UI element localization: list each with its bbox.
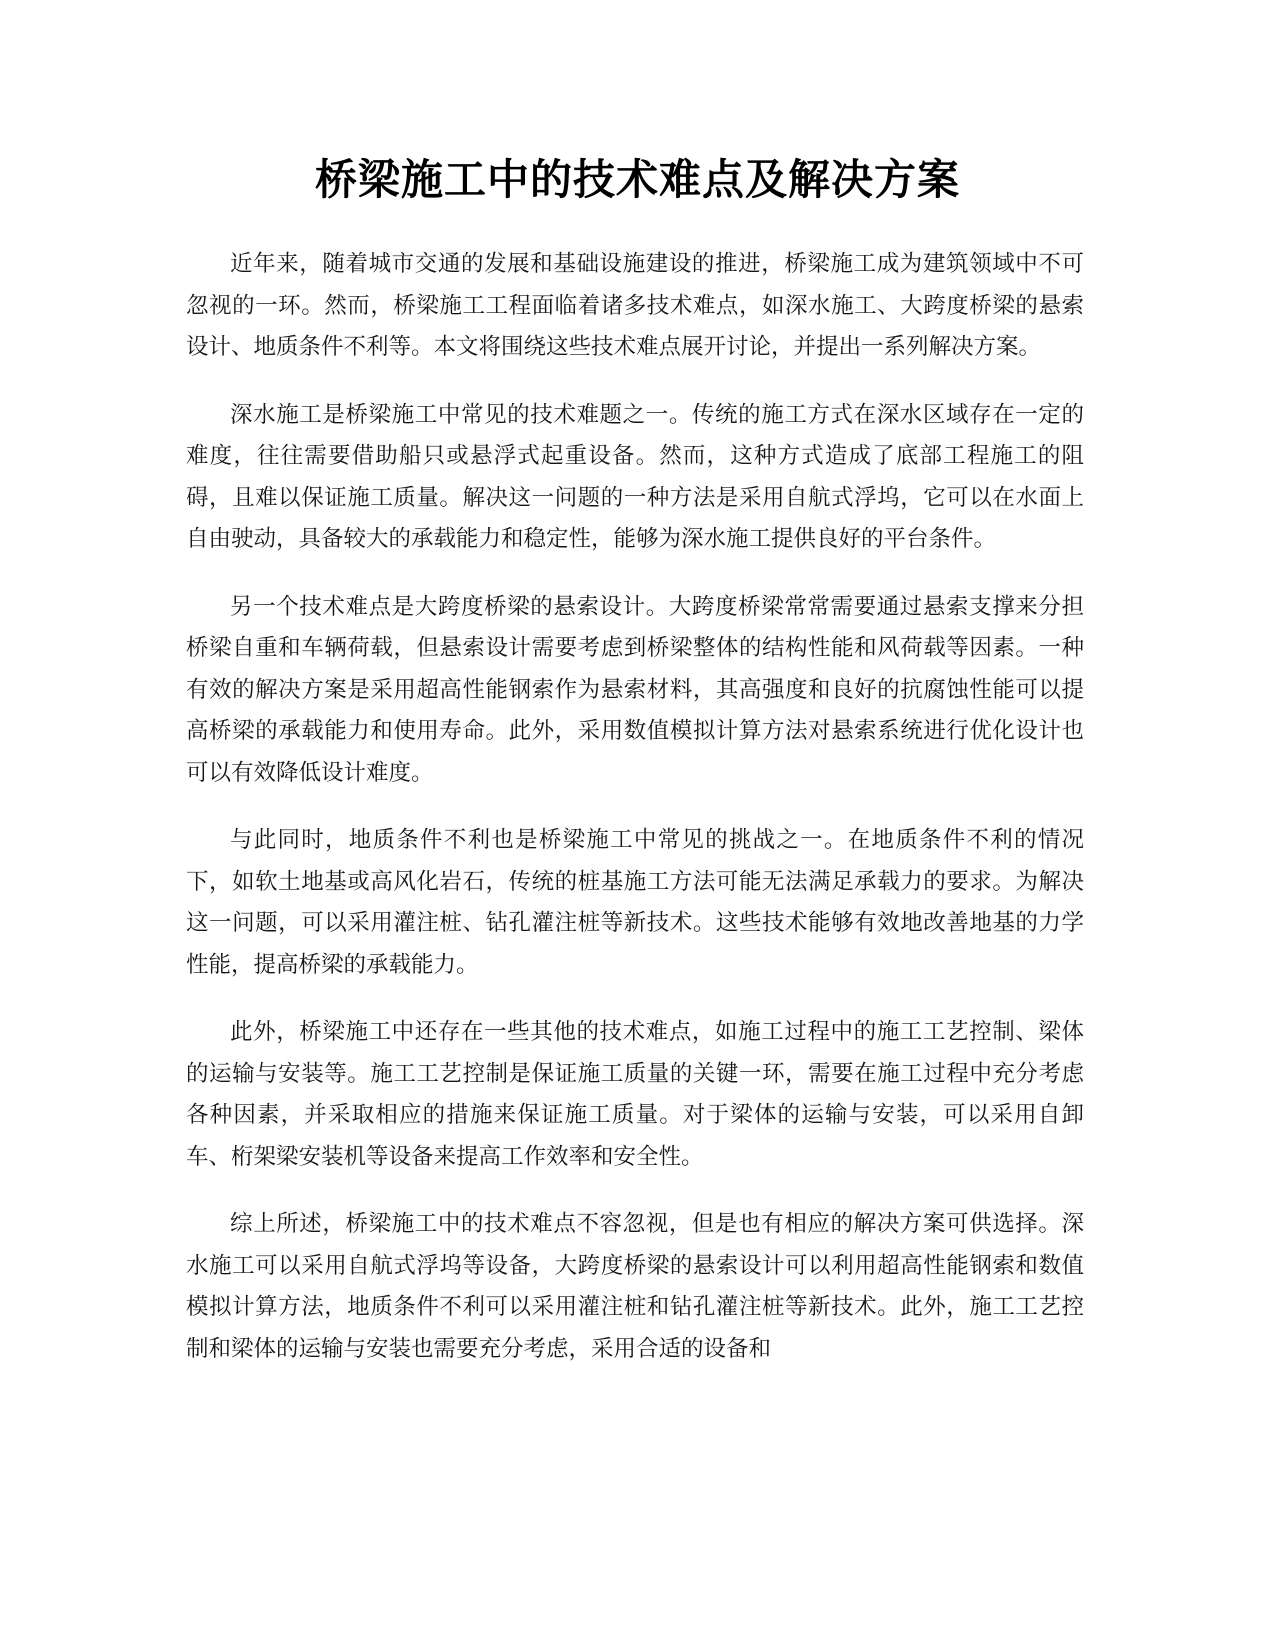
paragraph-geology: 与此同时，地质条件不利也是桥梁施工中常见的挑战之一。在地质条件不利的情况下，如软土地基或高风化岩石，传统的桩基施工方法可能无法满足承载力的要求。为解决这一问题，可以采用灌注桩、钻孔灌注桩等新技术。这些技术能够有效地改善地基的力学性能，提高桥梁的承载能力。 bbox=[186, 827, 1084, 978]
paragraph-suspension-design: 另一个技术难点是大跨度桥梁的悬索设计。大跨度桥梁常常需要通过悬索支撑来分担桥梁自重和车辆荷载，但悬索设计需要考虑到桥梁整体的结构性能和风荷载等因素。一种有效的解决方案是采用超高性能钢索作为悬索材料，其高强度和良好的抗腐蚀性能可以提高桥梁的承载能力和使用寿命。此外，采用数值模拟计算方法对悬索系统进行优化设计也可以有效降低设计难度。 bbox=[186, 593, 1084, 786]
paragraph-intro: 近年来，随着城市交通的发展和基础设施建设的推进，桥梁施工成为建筑领域中不可忽视的一环。然而，桥梁施工工程面临着诸多技术难点，如深水施工、大跨度桥梁的悬索设计、地质条件不利等。本文将围绕这些技术难点展开讨论，并提出一系列解决方案。 bbox=[186, 251, 1084, 360]
paragraph-other-difficulties: 此外，桥梁施工中还存在一些其他的技术难点，如施工过程中的施工工艺控制、梁体的运输与安装等。施工工艺控制是保证施工质量的关键一环，需要在施工过程中充分考虑各种因素，并采取相应的措施来保证施工质量。对于梁体的运输与安装，可以采用自卸车、桁架梁安装机等设备来提高工作效率和安全性。 bbox=[186, 1019, 1084, 1170]
document-body bbox=[186, 244, 1084, 1396]
paragraph-summary: 综上所述，桥梁施工中的技术难点不容忽视，但是也有相应的解决方案可供选择。深水施工可以采用自航式浮坞等设备，大跨度桥梁的悬索设计可以利用超高性能钢索和数值模拟计算方法，地质条件不利可以采用灌注桩和钻孔灌注桩等新技术。此外，施工工艺控制和梁体的运输与安装也需要充分考虑，采用合适的设备和 bbox=[186, 1211, 1084, 1362]
document-title: 桥梁施工中的技术难点及解决方案 bbox=[314, 155, 960, 204]
paragraph-deep-water: 深水施工是桥梁施工中常见的技术难题之一。传统的施工方式在深水区域存在一定的难度，往往需要借助船只或悬浮式起重设备。然而，这种方式造成了底部工程施工的阻碍，且难以保证施工质量。解决这一问题的一种方法是采用自航式浮坞，它可以在水面上自由驶动，具备较大的承载能力和稳定性，能够为深水施工提供良好的平台条件。 bbox=[186, 401, 1084, 552]
